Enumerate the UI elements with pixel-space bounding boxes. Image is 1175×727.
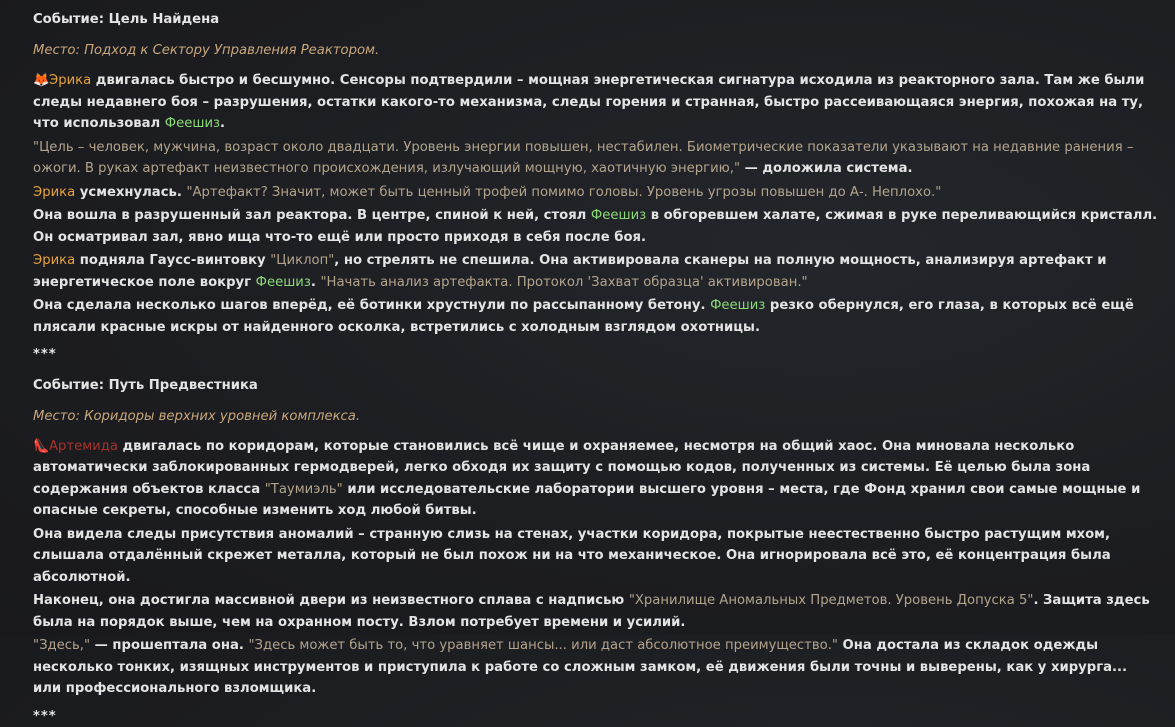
paragraph [33,524,1159,589]
paragraph [33,250,1159,293]
event-place: Место: Подход к Сектору Управления Реактором. [33,40,1159,62]
character-name: Феешиз [165,116,220,131]
character-name: Артемида [49,439,118,454]
narration: Наконец, она достигла массивной двери из неизвестного сплава с надписью [33,593,629,608]
paragraph [33,436,1159,522]
narration: , но стрелять не спешила. Она активировала сканеры на полную мощность, анализируя артефакт и энергетическое поле вокруг [33,253,1106,290]
paragraph [33,295,1159,338]
narration: Она видела следы присутствия аномалий – странную слизь на стенах, участки коридора, покрытые неестественно быстро растущим мхом, слышала отдалённый скрежет металла, который не был похож ни на что механическое. Она игнорировала всё это, её концентрация была абсолютной. [33,527,1111,585]
narration: . Защита здесь была на порядок выше, чем на охранном посту. Взлом потребует времени и усилий. [33,593,1150,630]
narration: в обгоревшем халате, сжимая в руке переливающийся кристалл. Он осматривал зал, явно ища что-то ещё или просто приходя в себя после боя. [33,208,1157,245]
high-heel-icon: 👠 [33,436,49,458]
character-name: Феешиз [256,275,311,290]
story-log [33,9,1159,727]
narration: подняла Гаусс-винтовку [75,253,270,268]
paragraph [33,205,1159,248]
narration: — доложила система. [740,161,912,176]
character-name: Феешиз [710,298,765,313]
speech: "Цель – человек, мужчина, возраст около двадцати. Уровень энергии повышен, нестабилен. Биометрические показатели указывают на недавние ранения – ожоги. В руках артефакт неизвестного происхождения, излучающий мощную, хаотичную энергию," [33,140,1133,177]
fox-icon: 🦊 [33,70,49,92]
speech: "Здесь может быть то, что уравняет шансы... или даст абсолютное преимущество." [248,638,838,653]
character-name: Феешиз [591,208,646,223]
paragraph [33,70,1159,135]
event-title: Событие: Цель Найдена [33,9,1159,31]
narration: Она сделала несколько шагов вперёд, её ботинки хрустнули по рассыпанному бетону. [33,298,710,313]
narration: двигалась быстро и бесшумно. Сенсоры подтвердили – мощная энергетическая сигнатура исходила из реакторного зала. Там же были следы недавнего боя – разрушения, остатки какого-то механизма, следы горения и странная, быстро рассеивающаяся энергия, похожая на ту, что использовал [33,73,1144,131]
character-name: Эрика [33,185,75,200]
narration: двигалась по коридорам, которые становились всё чище и охраняемее, несмотря на общий хаос. Она миновала несколько автоматически заблокированных гермодверей, легко обходя их защиту с помощью кодов, полученных из системы. Её целью была зона содержания объектов класса [33,439,1090,497]
speech: "Артефакт? Значит, может быть ценный трофей помимо головы. Уровень угрозы повышен до А-. Неплохо." [186,185,941,200]
narration: резко обернулся, его глаза, в которых всё ещё плясали красные искры от найденного осколка, встретились с холодным взглядом охотницы. [33,298,1134,335]
paragraph [33,182,1159,204]
narration: или исследовательские лаборатории высшего уровня – места, где Фонд хранил свои самые мощные и опасные секреты, способные изменить ход любой битвы. [33,482,1140,519]
narration: Она достала из складок одежды несколько тонких, изящных инструментов и приступила к работе со сложным замком, её движения были точны и выверены, как у хирурга... или профессионального взломщика. [33,638,1127,696]
speech: "Хранилище Аномальных Предметов. Уровень Допуска 5" [629,593,1034,608]
event-place: Место: Коридоры верхних уровней комплекса. [33,406,1159,428]
character-name: Эрика [49,73,91,88]
character-name: Эрика [33,253,75,268]
speech: "Здесь," [33,638,90,653]
narration: — прошептала она. [90,638,248,653]
paragraph [33,137,1159,180]
speech: "Начать анализ артефакта. Протокол 'Захват образца' активирован." [320,275,807,290]
paragraph [33,635,1159,700]
narration: . [311,275,321,290]
narration: . [220,116,225,131]
separator: *** [33,344,1159,366]
speech: "Таумиэль" [265,482,343,497]
separator: *** [33,706,1159,727]
speech: "Циклоп" [270,253,334,268]
narration: Она вошла в разрушенный зал реактора. В центре, спиной к ней, стоял [33,208,591,223]
event-title: Событие: Путь Предвестника [33,375,1159,397]
paragraph [33,590,1159,633]
narration: усмехнулась. [75,185,186,200]
